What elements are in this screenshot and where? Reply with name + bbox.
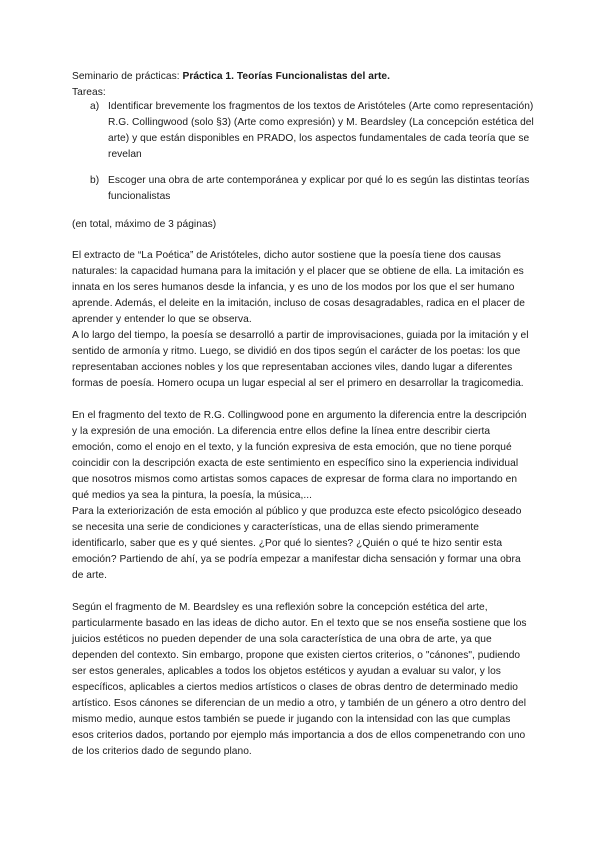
task-label: a) xyxy=(90,101,100,112)
task-text: Identificar brevemente los fragmentos de los textos de Aristóteles (Arte como representación) R.G. Collingwood (solo §3) (Arte como expresión) y M. Beardsley (La concepción estética del arte) y que están disponibles en PRADO, los aspectos fundamentales de cada teoría que se revelan xyxy=(108,101,534,160)
length-note: (en total, máximo de 3 páginas) xyxy=(72,219,217,230)
header-prefix: Seminario de prácticas: xyxy=(72,71,183,82)
tareas-label: Tareas: xyxy=(72,87,106,98)
practice-title: Práctica 1. Teorías Funcionalistas del arte. xyxy=(182,71,391,82)
paragraph-aristoteles: El extracto de “La Poética” de Aristóteles, dicho autor sostiene que la poesía tiene dos causas naturales: la capacidad humana para la imitación y el placer que se obtiene de ella. La imitación es innata en los seres humanos desde la infancia, y es uno de los modos por los que el ser humano aprende. Además, el deleite en la imitación, incluso de cosas desagradables, radica en el placer de aprender y entender lo que se observa. A lo largo del tiempo, la poesía se desarrolló a partir de improvisaciones, guiada por la imitación y el sentido de armonía y ritmo. Luego, se dividió en dos tipos según el carácter de los poetas: los que representaban acciones nobles y los que representaban acciones viles, dando lugar a diferentes formas de poesía. Homero ocupa un lugar especial al ser el primero en desarrollar la tragicomedia. xyxy=(72,250,529,389)
task-label: b) xyxy=(90,175,100,186)
task-text: Escoger una obra de arte contemporánea y explicar por qué lo es según las distintas teorías funcionalistas xyxy=(108,175,530,202)
paragraph-beardsley: Según el fragmento de M. Beardsley es una reflexión sobre la concepción estética del arte, particularmente basado en las ideas de dicho autor. En el texto que se nos enseña sostiene que los juicios estéticos no pueden depender de una sola característica de una obra de arte, ya que dependen del contexto. Sin embargo, propone que existen ciertos criterios, o "cánones", pudiendo ser estos generales, aplicables a todos los objetos estéticos y ayudan a evaluar su valor, y los específicos, aplicables a ciertos medios artísticos o clases de obras dentro de determinado medio artístico. Esos cánones se diferencian de un medio a otro, y también de un género a otro dentro del mismo medio, aunque estos también se puede ir jugando con la intensidad con las que cumplas esos criterios dados, portando por ejemplo más importancia a dos de ellos compenetrando con uno de los criterios dado de segundo plano. xyxy=(72,602,527,757)
seminar-header xyxy=(72,69,552,85)
paragraph-collingwood: En el fragmento del texto de R.G. Collingwood pone en argumento la diferencia entre la descripción y la expresión de una emoción. La diferencia entre ellos define la línea entre describir cierta emoción, como el enojo en el texto, y la función expresiva de esta emoción, que no tiene porqué coincidir con la descripción exacta de este sentimiento en específico sino la experiencia individual que nosotros mismos como artistas somos capaces de expresar de forma clara no importando en qué medios ya sea la pintura, la poesía, la música,... Para la exteriorización de esta emoción al público y que produzca este efecto psicológico deseado se necesita una serie de condiciones y características, una de ellas siendo primeramente identificarlo, saber que es y qué sientes. ¿Por qué lo sientes? ¿Quién o qué te hizo sentir esta emoción? Partiendo de ahí, ya se podría empezar a manifestar dicha sensación y formar una obra de arte. xyxy=(72,410,527,581)
